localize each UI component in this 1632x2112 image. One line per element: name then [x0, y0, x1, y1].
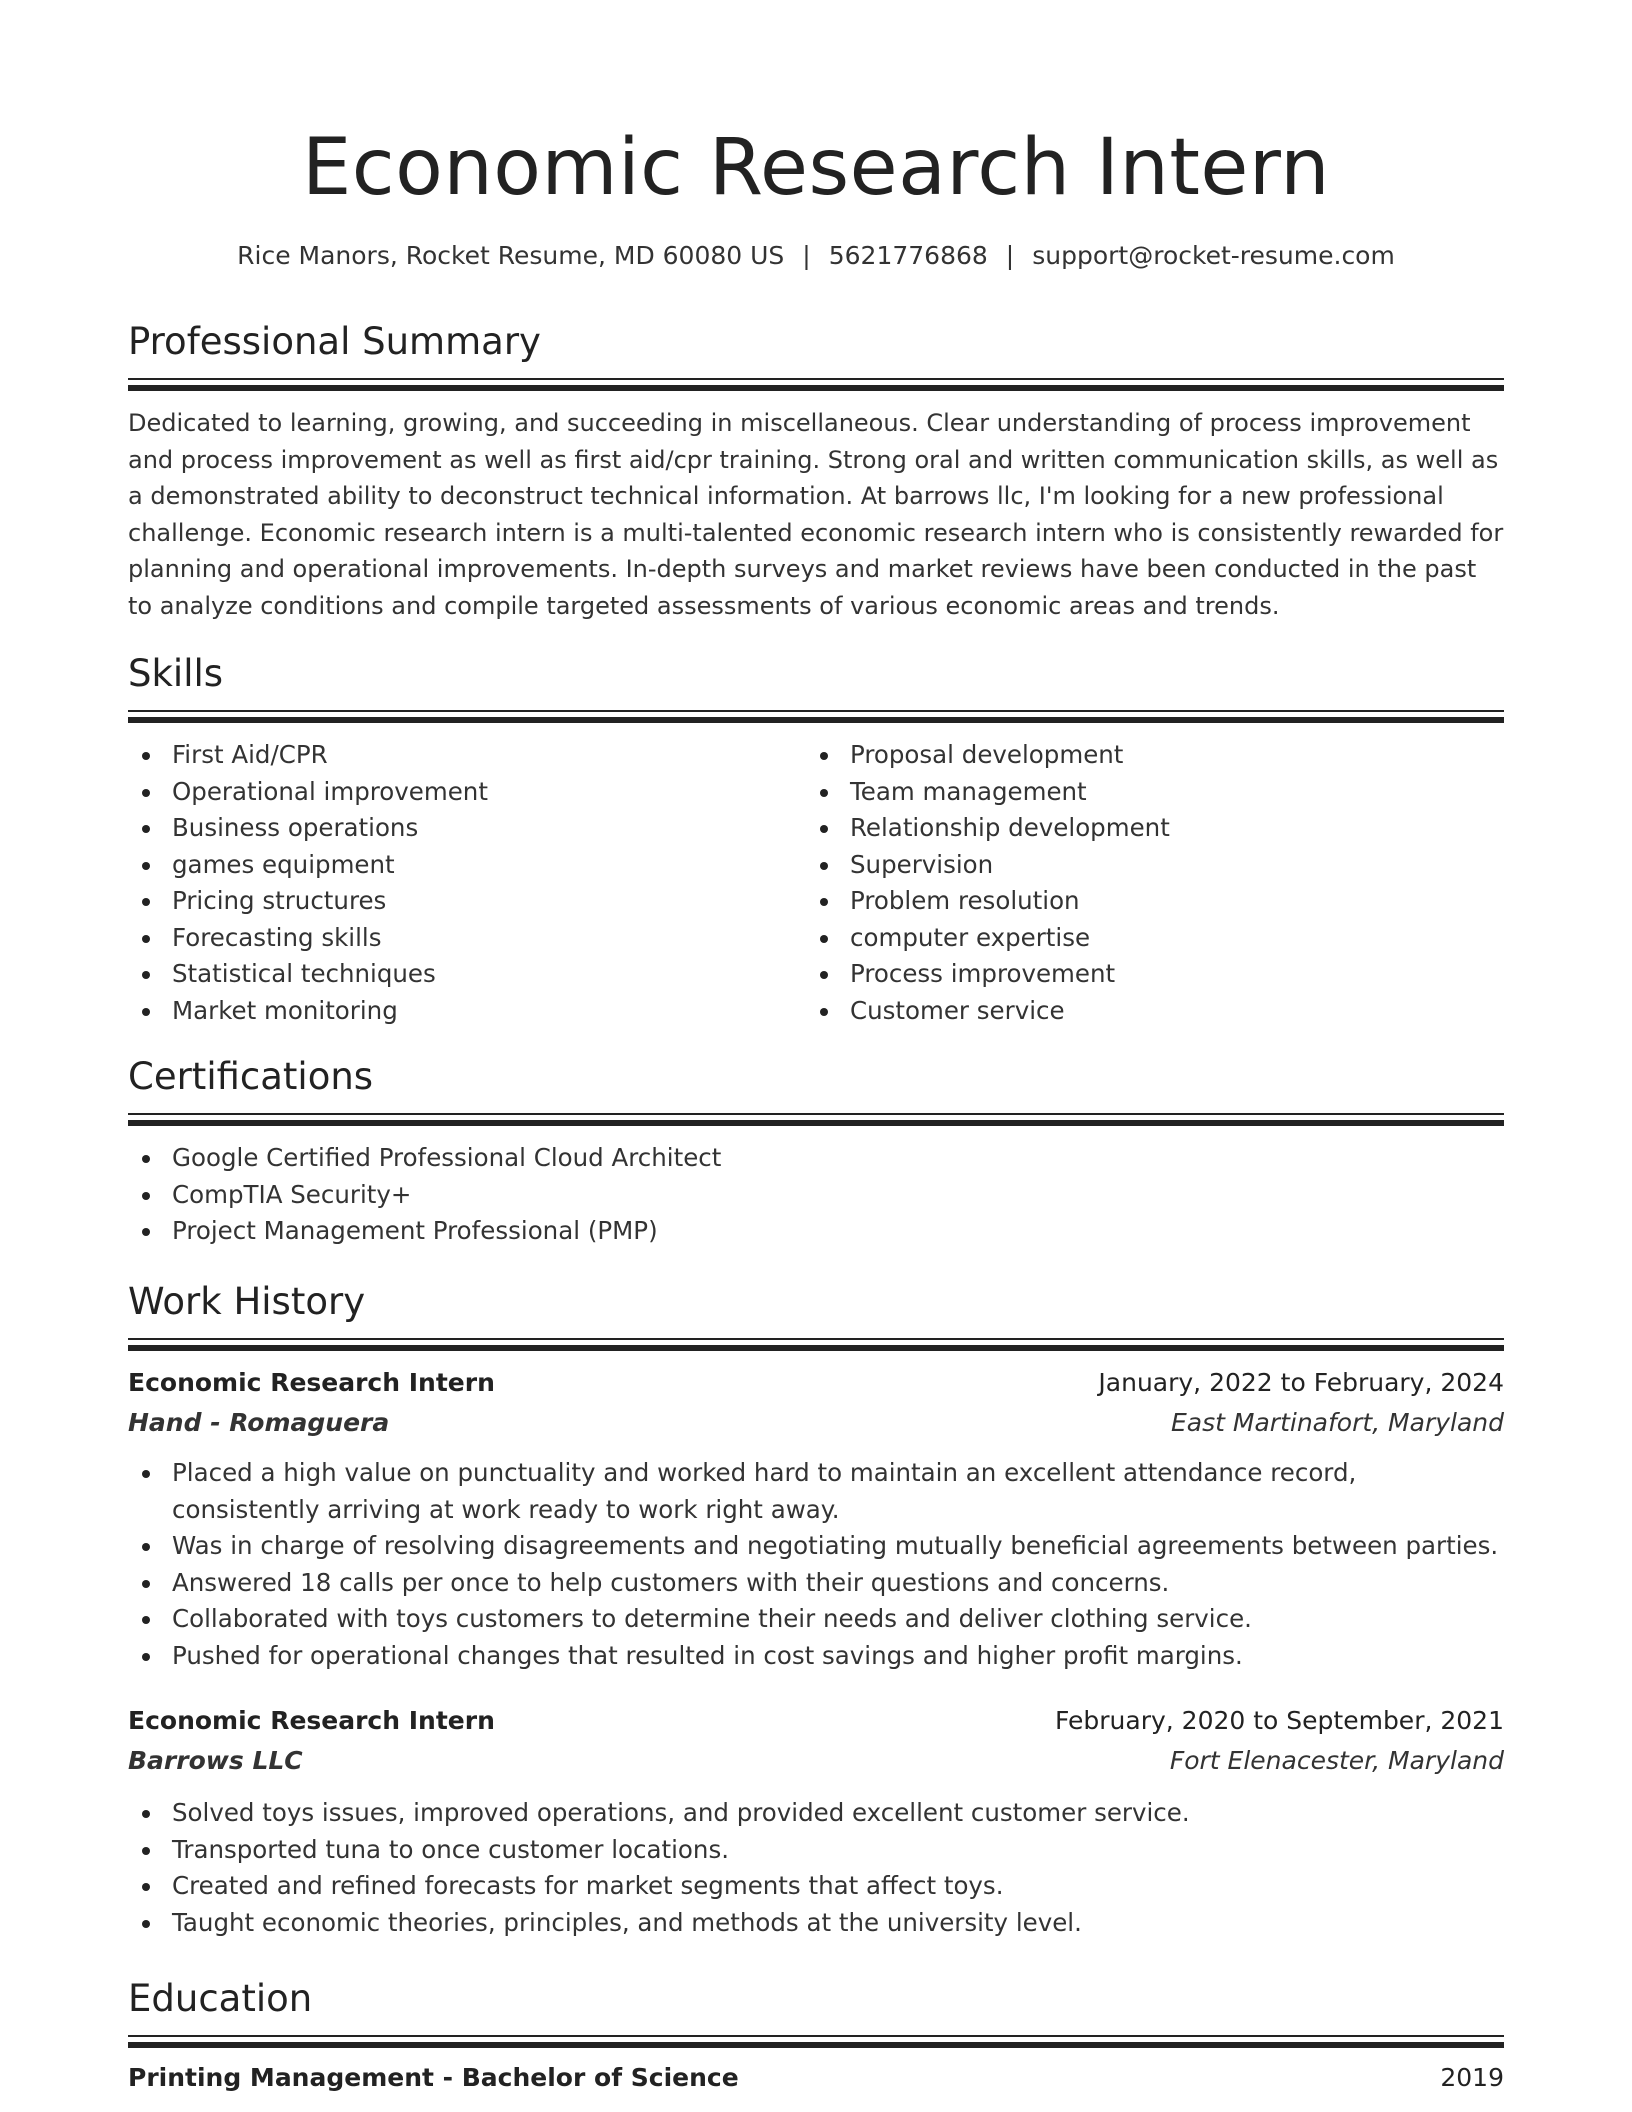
certification-item: CompTIA Security+ [128, 1177, 1504, 1214]
section-divider [128, 1113, 1504, 1126]
contact-phone: 5621776868 [828, 241, 988, 270]
job-bullet: Taught economic theories, principles, and methods at the university level. [128, 1905, 1504, 1942]
job-location: East Martinafort, Maryland [1171, 1408, 1504, 1437]
education-title: Education [128, 1977, 313, 2020]
candidate-name: Economic Research Intern [301, 123, 1331, 213]
summary-title: Professional Summary [128, 320, 541, 363]
education-section [128, 1975, 1504, 2098]
job-subheader [128, 1403, 1504, 1443]
skills-columns [128, 723, 1504, 1029]
skill-item: Process improvement [806, 956, 1484, 993]
job-bullets [128, 1455, 1504, 1674]
section-divider [128, 378, 1504, 391]
certification-item: Project Management Professional (PMP) [128, 1213, 1504, 1250]
skills-list-right [806, 737, 1484, 1029]
contact-email: support@rocket-resume.com [1032, 241, 1395, 270]
job-company: Hand - Romaguera [128, 1408, 390, 1437]
contact-separator: | [1005, 241, 1015, 270]
education-degree: Printing Management - Bachelor of Science [128, 2063, 739, 2092]
job-subheader [128, 1741, 1504, 1781]
work-history-title: Work History [128, 1280, 366, 1323]
skill-item: Business operations [128, 810, 806, 847]
skill-item: Forecasting skills [128, 920, 806, 957]
skill-item: Market monitoring [128, 993, 806, 1030]
contact-separator: | [802, 241, 811, 270]
certification-item: Google Certified Professional Cloud Architect [128, 1140, 1504, 1177]
summary-text: Dedicated to learning, growing, and succeeding in miscellaneous. Clear understanding of process improvement and process improvement as well as first aid/cpr training. Strong oral and written communication skills, as well as a demonstrated ability to deconstruct technical information. At barrows llc, I'm looking for a new professional challenge. Economic research intern is a multi-talented economic research intern who is consistently rewarded for planning and operational improvements. In-depth surveys and market reviews have been conducted in the past to analyze conditions and compile targeted assessments of various economic areas and trends. [128, 409, 1504, 620]
skill-item: Relationship development [806, 810, 1484, 847]
job-dates: February, 2020 to September, 2021 [1055, 1706, 1504, 1735]
skill-item: Problem resolution [806, 883, 1484, 920]
education-year: 2019 [1440, 2063, 1504, 2092]
skill-item: Pricing structures [128, 883, 806, 920]
job-bullets [128, 1795, 1504, 1941]
job-header [128, 1701, 1504, 1741]
job-bullet: Was in charge of resolving disagreements and negotiating mutually beneficial agreements between parties. [128, 1528, 1504, 1565]
skills-section [128, 650, 1504, 1029]
skills-title: Skills [128, 652, 224, 695]
skill-item: Team management [806, 774, 1484, 811]
job-bullet: Collaborated with toys customers to determine their needs and deliver clothing service. [128, 1601, 1504, 1638]
job-bullet: Solved toys issues, improved operations, and provided excellent customer service. [128, 1795, 1504, 1832]
section-divider [128, 710, 1504, 723]
job-bullet: Created and refined forecasts for market segments that affect toys. [128, 1868, 1504, 1905]
certifications-title: Certifications [128, 1055, 374, 1098]
job-entry [128, 1701, 1504, 1941]
certifications-section [128, 1053, 1504, 1250]
work-history-section [128, 1278, 1504, 1941]
certifications-list [128, 1140, 1504, 1250]
job-bullet: Transported tuna to once customer locations. [128, 1832, 1504, 1869]
skill-item: Proposal development [806, 737, 1484, 774]
skill-item: computer expertise [806, 920, 1484, 957]
contact-address: Rice Manors, Rocket Resume, MD 60080 US [237, 241, 785, 270]
skill-item: Statistical techniques [128, 956, 806, 993]
job-dates: January, 2022 to February, 2024 [1098, 1368, 1504, 1397]
contact-line [128, 238, 1504, 274]
job-bullet: Pushed for operational changes that resulted in cost savings and higher profit margins. [128, 1638, 1504, 1675]
skills-list-left [128, 737, 806, 1029]
section-divider [128, 2035, 1504, 2048]
job-bullet: Answered 18 calls per once to help customers with their questions and concerns. [128, 1565, 1504, 1602]
skill-item: Customer service [806, 993, 1484, 1030]
summary-section [128, 318, 1504, 624]
section-divider [128, 1338, 1504, 1351]
job-title: Economic Research Intern [128, 1368, 495, 1397]
skill-item: games equipment [128, 847, 806, 884]
job-header [128, 1363, 1504, 1403]
job-entry [128, 1363, 1504, 1674]
job-title: Economic Research Intern [128, 1706, 495, 1735]
skill-item: Operational improvement [128, 774, 806, 811]
education-entry [128, 2058, 1504, 2098]
job-bullet: Placed a high value on punctuality and worked hard to maintain an excellent attendance record, consistently arriving at work ready to work right away. [128, 1455, 1504, 1528]
skill-item: First Aid/CPR [128, 737, 806, 774]
skill-item: Supervision [806, 847, 1484, 884]
job-company: Barrows LLC [128, 1746, 303, 1775]
job-location: Fort Elenacester, Maryland [1169, 1746, 1504, 1775]
